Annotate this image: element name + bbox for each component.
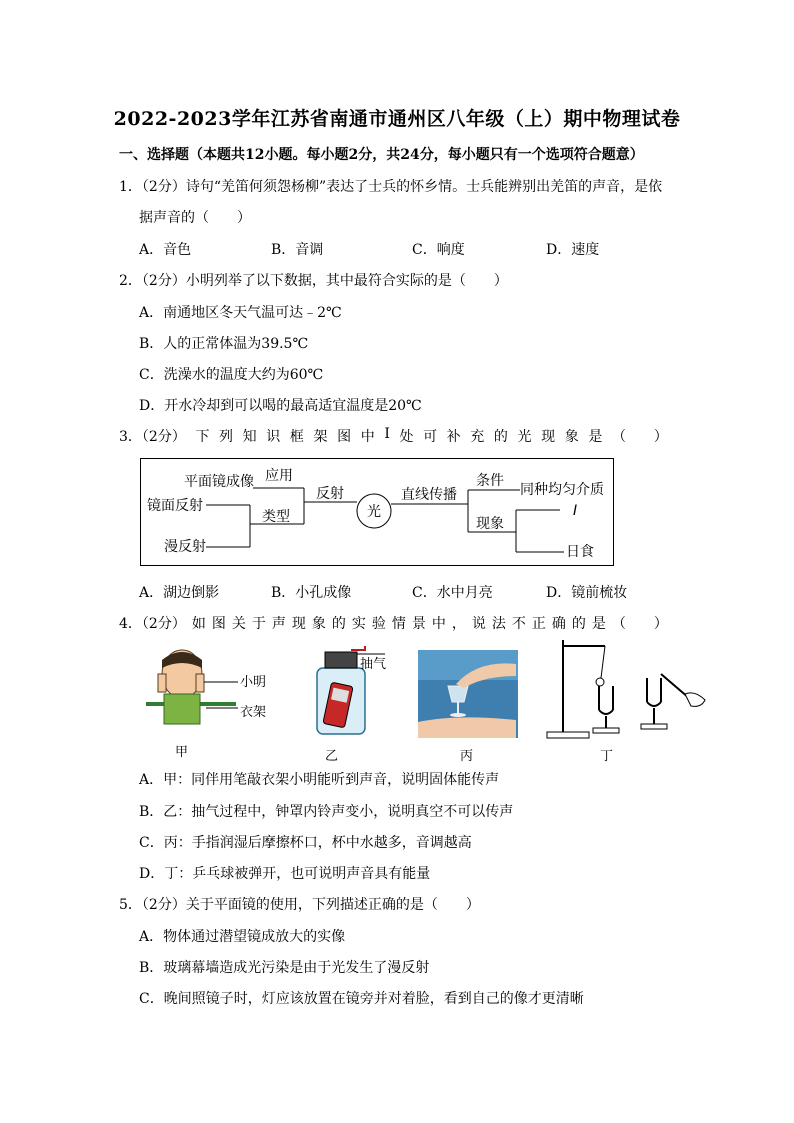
q2-option-d: D．开水冷却到可以喝的最高适宜温度是20℃ — [139, 398, 422, 414]
q2-option-b: B．人的正常体温为39.5℃ — [139, 336, 309, 352]
figure-jia-label: 甲 — [175, 745, 189, 760]
section-heading: 一、选择题（本题共12小题。每小题2分，共24分，每小题只有一个选项符合题意） — [119, 147, 644, 163]
figure-ding-illustration — [545, 638, 715, 742]
label-light: 光 — [367, 504, 381, 520]
q4-option-b: B．乙：抽气过程中，钟罩内铃声变小，说明真空不可以传声 — [139, 804, 514, 820]
label-uniform: 同种均匀介质 — [520, 482, 604, 498]
label-plane-mirror: 平面镜成像 — [184, 474, 254, 490]
q3-option-c: C．水中月亮 — [412, 585, 493, 601]
q2-option-a: A．南通地区冬天气温可达﹣2℃ — [139, 305, 342, 321]
figure-ding-label: 丁 — [600, 749, 614, 764]
q4-option-a: A．甲：同伴用笔敲衣架小明能听到声音，说明固体能传声 — [139, 772, 500, 788]
q1-stem-line1: 1．（2分）诗句“羌笛何须怨杨柳”表达了士兵的怀乡情。士兵能辨别出羌笛的声音，是依 — [119, 179, 663, 195]
figure-yi-illustration — [305, 646, 395, 738]
q1-option-c: C．响度 — [412, 242, 465, 258]
label-hanger: 衣架 — [240, 705, 267, 720]
label-apply: 应用 — [265, 468, 293, 484]
figure-bing-label: 丙 — [460, 749, 474, 764]
q3-stem: 3．（2分） 下 列 知 识 框 架 图 中 Ⅰ 处 可 补 充 的 光 现 象 是 （ ） — [119, 426, 668, 445]
q5-option-b: B．玻璃幕墙造成光污染是由于光发生了漫反射 — [139, 960, 430, 976]
label-phenomenon: 现象 — [476, 516, 504, 532]
q2-option-c: C．洗澡水的温度大约为60℃ — [139, 367, 324, 383]
label-mirror-reflect: 镜面反射 — [147, 498, 203, 514]
label-blank-I: Ⅰ — [573, 503, 578, 519]
q3-option-d: D．镜前梳妆 — [546, 585, 628, 601]
q3-option-a: A．湖边倒影 — [139, 585, 220, 601]
label-type: 类型 — [262, 509, 290, 525]
q1-option-d: D．速度 — [546, 242, 600, 258]
figure-yi-label: 乙 — [325, 749, 339, 764]
figure-jia-illustration — [136, 646, 276, 726]
page-title: 2022-2023学年江苏省南通市通州区八年级（上）期中物理试卷 — [113, 108, 681, 130]
q5-option-a: A．物体通过潜望镜成放大的实像 — [139, 929, 346, 945]
label-diffuse: 漫反射 — [164, 539, 206, 555]
q3-option-b: B．小孔成像 — [271, 585, 352, 601]
q4-option-c: C．丙：手指润湿后摩擦杯口，杯中水越多，音调越高 — [139, 835, 472, 851]
label-pump: 抽气 — [360, 657, 387, 672]
q2-stem: 2．（2分）小明列举了以下数据，其中最符合实际的是（ ） — [119, 273, 508, 289]
label-eclipse: 日食 — [566, 544, 594, 560]
q1-option-a: A．音色 — [139, 242, 192, 258]
q5-option-c: C．晚间照镜子时，灯应该放置在镜旁并对着脸，看到自己的像才更清晰 — [139, 991, 584, 1007]
q4-option-d: D．丁：乒乓球被弹开，也可说明声音具有能量 — [139, 866, 431, 882]
q1-option-b: B．音调 — [271, 242, 324, 258]
q1-stem-line2: 据声音的（ ） — [139, 210, 251, 226]
knowledge-framework-diagram — [140, 458, 614, 566]
label-straight: 直线传播 — [401, 487, 457, 503]
label-xiaoming: 小明 — [240, 675, 267, 690]
label-reflect: 反射 — [316, 486, 344, 502]
q5-stem: 5．（2分）关于平面镜的使用，下列描述正确的是（ ） — [119, 897, 480, 913]
label-condition: 条件 — [476, 473, 504, 489]
q4-stem: 4．（2分） 如 图 关 于 声 现 象 的 实 验 情 景 中 ， 说 法 不 正 确 的 是 （ ） — [119, 616, 668, 632]
figure-bing-photo — [418, 650, 518, 738]
